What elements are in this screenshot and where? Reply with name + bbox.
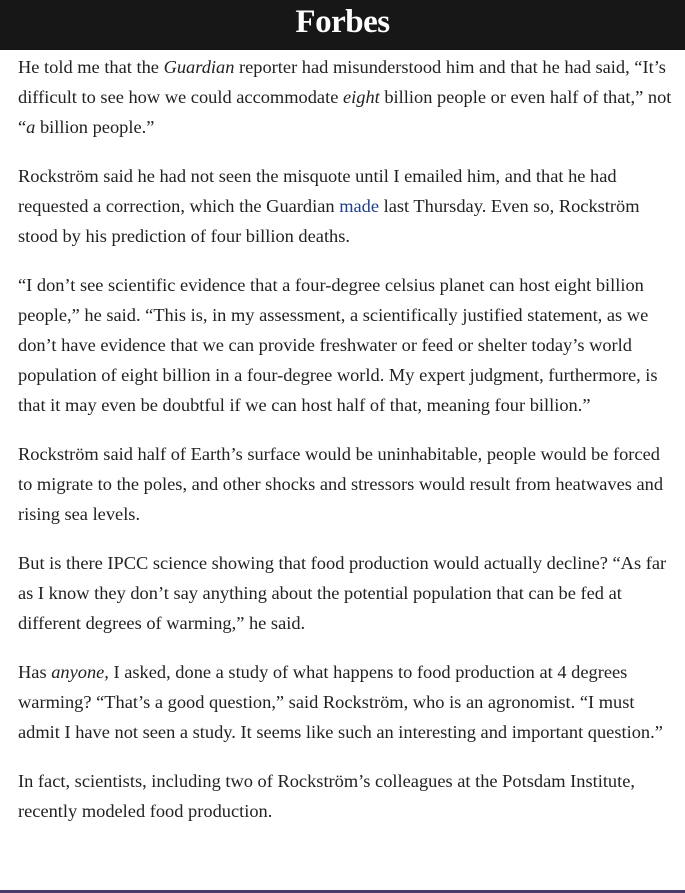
paragraph-text: He told me that the bbox=[18, 57, 164, 77]
article-paragraph-3: “I don’t see scientific evidence that a four-degree celsius planet can host eight billion people,” he said. “This is, in my assessment, a scientifically justified statement, as we don’t have evidence that we can provide freshwater or feed or shelter today’s world population of eight billion in a four-degree world. My expert judgment, furthermore, is that it may even be doubtful if we can host half of that, meaning four billion.” bbox=[18, 275, 658, 415]
emphasis-anyone: anyone, bbox=[51, 662, 109, 682]
publication-name-guardian: Guardian bbox=[163, 57, 235, 77]
paragraph-text: Has bbox=[18, 662, 52, 682]
paragraph-text: I asked, done a study of what happens to food production at 4 degrees warming? “That’s a good question,” said Rockström, who is an agronomist. “I must admit I have not seen a study. It seems like such an interesting and important question.” bbox=[18, 662, 663, 742]
article-paragraph-6 bbox=[18, 657, 678, 747]
article-body bbox=[18, 52, 678, 845]
article-paragraph-5: But is there IPCC science showing that food production would actually decline? “As far as I know they don’t say anything about the potential population that can be fed at different degrees of warming,” he said. bbox=[18, 553, 667, 633]
emphasis-eight: eight bbox=[342, 87, 380, 107]
article-paragraph-2 bbox=[18, 161, 678, 251]
site-header bbox=[0, 0, 685, 50]
paragraph-text: reporter had misunderstood him and that he had said, “It’s difficult to see how we could accommodate bbox=[18, 57, 666, 107]
paragraph-text: Rockström said he had not seen the misquote until I emailed him, and that he had requested a correction, which the Guardian bbox=[18, 166, 617, 216]
article-paragraph-1 bbox=[18, 52, 678, 142]
paragraph-text: last Thursday. Even so, Rockström stood by his prediction of four billion deaths. bbox=[18, 196, 640, 246]
emphasis-a: a bbox=[26, 117, 36, 137]
article-paragraph-7: In fact, scientists, including two of Rockström’s colleagues at the Potsdam Institute, recently modeled food production. bbox=[18, 771, 636, 821]
correction-link[interactable]: made bbox=[339, 196, 380, 216]
forbes-logo[interactable]: Forbes bbox=[295, 3, 390, 40]
article-paragraph-4: Rockström said half of Earth’s surface would be uninhabitable, people would be forced to migrate to the poles, and other shocks and stressors would result from heatwaves and rising sea levels. bbox=[18, 444, 664, 524]
paragraph-text: billion people or even half of that,” not “ bbox=[18, 87, 672, 137]
paragraph-text: billion people.” bbox=[35, 117, 155, 137]
scroll-fade-overlay bbox=[0, 856, 685, 890]
